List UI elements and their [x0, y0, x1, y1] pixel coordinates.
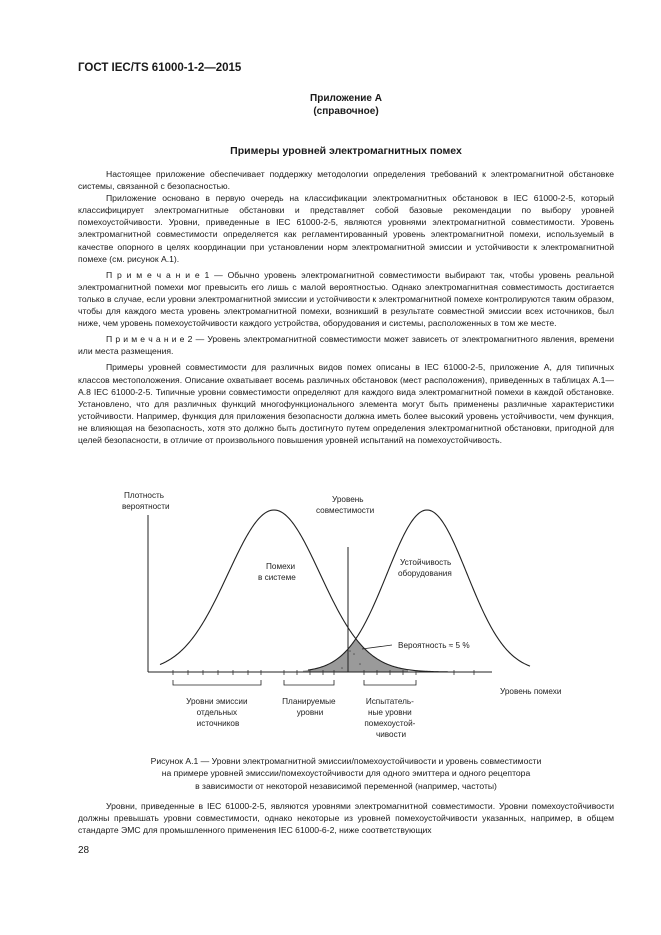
- appendix-subtitle: (справочное): [313, 106, 379, 117]
- note-2: [78, 333, 614, 357]
- note-label: П р и м е ч а н и е 2: [106, 334, 193, 345]
- bracket-planned-label: Планируемые уровни: [282, 697, 336, 717]
- bracket-emission-label: Уровни эмиссии отдельных источников: [186, 697, 248, 728]
- intro-text: [78, 168, 614, 446]
- bracket-test-label: Испытатель- ные уровни помехоустой- чивости: [364, 697, 416, 739]
- note-text: — Обычно уровень электромагнитной совместимости выбирают так, чтобы уровень реальной электромагнитной помехи мог превысить его лишь с малой вероятностью. Однако электромагнитная совместимость достигается только в случае, если уровни электромагнитной эмиссии и устойчивости к электромагнитной помехе контролируются таким образом, чтобы для каждого места уровень электромагнитной помехи, возникший в результате совместной эмиссии всех источников, был ниже, чем уровень помехоустойчивости каждого устройства, оборудования и системы, расположенных в том же месте.: [78, 269, 615, 329]
- caption-line: Рисунок А.1 — Уровни электромагнитной эмиссии/помехоустойчивости и уровень совместимости: [150, 756, 542, 766]
- probability-label: Вероятность ≈ 5 %: [398, 641, 470, 650]
- overlap-area: [303, 639, 408, 672]
- curve-interference-label: Помехи в системе: [258, 562, 296, 582]
- y-axis-label: Плотность вероятности: [122, 491, 170, 511]
- note-label: П р и м е ч а н и е 1: [106, 269, 210, 280]
- note-1: [78, 269, 614, 329]
- paragraph: Примеры уровней совместимости для различных видов помех описаны в IEC 61000-2-5, приложение А, для типичных классов местоположения. Описание охватывает восемь различных обстановок (мест расположения), приведенных в таблицах А.1—А.8 IEC 61000-2-5. Типичные уровни совместимости определяют для каждого вида электромагнитной помехи в каждой обстановке. Установлено, что для различных функций многофункционального элемента могут быть применены различные характеристики устойчивости. Например, функция для приложения безопасности должна иметь более высокий уровень устойчивости, чем функция, не влияющая на безопасность, хотя это должно быть достигнуто путем определения электромагнитной обстановки, пригодной для целей безопасности, в отличие от произвольного повышения уровней испытаний на помехоустойчивость.: [78, 362, 614, 445]
- figure-a1: [78, 486, 614, 750]
- appendix-title: Приложение А: [310, 93, 382, 104]
- compatibility-label: Уровень совместимости: [316, 495, 375, 515]
- paragraph: Приложение основано в первую очередь на классификации электромагнитных обстановок в IEC 61000-2-5, который классифицирует электромагнитные обстановки и представляет собой базовые рекомендации по выбору уровней помехоустойчивости. Уровни, приведенные в IEC 61000-2-5, являются уровнями электромагнитной совместимости. Уровень электромагнитной совместимости определяется как регламентированный уровень электромагнитной помехи, используемый в качестве опорного в целях координации при установлении норм электромагнитной эмиссии и устойчивости к электромагнитной помехе (см. рисунок А.1).: [78, 193, 614, 264]
- caption-line: в зависимости от некоторой независимой переменной (например, частоты): [195, 780, 497, 791]
- page-number: 28: [78, 845, 90, 856]
- x-axis-label: Уровень помехи: [500, 687, 562, 696]
- paragraph: Настоящее приложение обеспечивает поддержку методологии определения требований к электромагнитной обстановке системы, связанной с безопасностью.: [78, 169, 614, 192]
- bracket-emission: [173, 680, 261, 685]
- bracket-test: [364, 680, 416, 685]
- figure-caption: [78, 755, 614, 792]
- probability-pointer: [362, 645, 392, 649]
- document-header: ГОСТ IEC/TS 61000-1-2—2015: [78, 62, 242, 74]
- note-text: — Уровень электромагнитной совместимости может зависеть от электромагнитного явления, времени или места размещения.: [78, 334, 614, 357]
- paragraph: Уровни, приведенные в IEC 61000-2-5, являются уровнями электромагнитной совместимости. Уровни помехоустойчивости должны превышать уровни совместимости, однако некоторые из уровней помехоустойчивости указанных, например, в общем стандарте ЭМС для промышленного применения IEC 61000-6-2, ниже соответствующих: [78, 801, 614, 836]
- curve-immunity-label: Устойчивость оборудования: [398, 558, 452, 578]
- closing-text: [78, 800, 614, 836]
- section-title: Примеры уровней электромагнитных помех: [230, 145, 462, 157]
- caption-line: на примере уровней эмиссии/помехоустойчивости для одного эмиттера и одного рецептора: [161, 768, 531, 779]
- appendix-heading: [78, 92, 614, 118]
- bracket-planned: [284, 680, 334, 685]
